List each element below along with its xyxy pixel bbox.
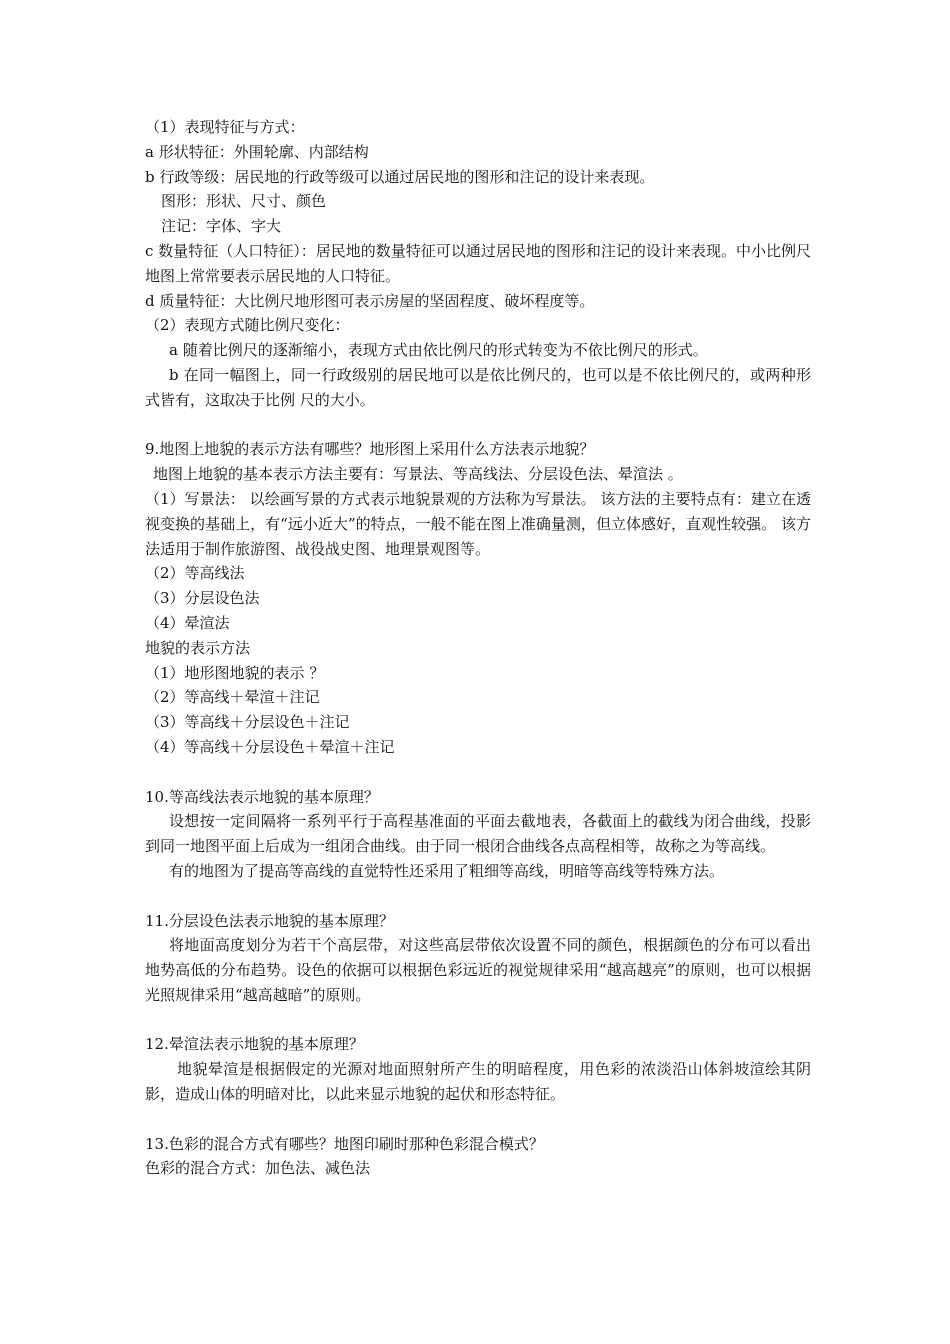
paragraph: 地图上地貌的基本表示方法主要有：写景法、等高线法、分层设色法、晕渲法 。 (153, 465, 683, 484)
section-heading: （2）表现方式随比例尺变化： (145, 316, 350, 335)
question-title: 12.晕渲法表示地貌的基本原理？ (145, 1035, 364, 1054)
list-item: （3）等高线＋分层设色＋注记 (145, 713, 350, 732)
document-body (145, 115, 811, 1181)
list-item: （4）晕渲法 (145, 613, 230, 632)
spacer (145, 413, 811, 438)
subheading: 地貌的表示方法 (145, 638, 251, 657)
list-item: （1）地形图地貌的表示 ？ (145, 663, 325, 682)
paragraph: （1）写景法： 以绘画写景的方式表示地貌景观的方法称为写景法。 该方法的主要特点有：建立在透视变换的基础上，有“远小近大”的特点，一般不能在图上准确量测，但立体感好，直观性较强。 该方法适用于制作旅游图、战役战史图、地理景观图等。 (145, 489, 811, 558)
paragraph: 色彩的混合方式：加色法、减色法 (145, 1159, 371, 1178)
list-item: （2）等高线＋晕渲＋注记 (145, 688, 320, 707)
list-item: d 质量特征：大比例尺地形图可表示房屋的坚固程度、破坏程度等。 (145, 291, 595, 310)
list-item: （2）等高线法 (145, 564, 245, 583)
question-title: 9.地图上地貌的表示方法有哪些？地形图上采用什么方法表示地貌？ (145, 440, 595, 459)
spacer (145, 1008, 811, 1033)
question-title: 11.分层设色法表示地貌的基本原理？ (145, 911, 394, 930)
spacer (145, 1107, 811, 1132)
list-item: a 随着比例尺的逐渐缩小，表现方式由依比例尺的形式转变为不依比例尺的形式。 (169, 341, 708, 360)
section-heading: （1）表现特征与方式： (145, 118, 305, 136)
list-item: （3）分层设色法 (145, 589, 260, 608)
list-item: b 行政等级：居民地的行政等级可以通过居民地的图形和注记的设计来表现。 (145, 167, 655, 186)
list-item: a 形状特征：外围轮廓、内部结构 (145, 142, 369, 161)
paragraph: 有的地图为了提高等高线的直觉特性还采用了粗细等高线，明暗等高线等特殊方法。 (169, 861, 725, 880)
paragraph: 将地面高度划分为若干个高层带，对这些高层带依次设置不同的颜色，根据颜色的分布可以看出地势高低的分布趋势。设色的依据可以根据色彩远近的视觉规律采用“越高越亮”的原则，也可以根据光照规律采用“越高越暗”的原则。 (145, 936, 811, 1004)
paragraph: 地貌晕渲是根据假定的光源对地面照射所产生的明暗程度，用色彩的浓淡沿山体斜坡渲绘其阴影，造成山体的明暗对比，以此来显示地貌的起伏和形态特征。 (145, 1060, 811, 1104)
question-title: 10.等高线法表示地貌的基本原理？ (145, 787, 379, 806)
paragraph: c 数量特征（人口特征）：居民地的数量特征可以通过居民地的图形和注记的设计来表现。中小比例尺地图上常常要表示居民地的人口特征。 (145, 241, 811, 285)
spacer (145, 884, 811, 909)
paragraph: 设想按一定间隔将一系列平行于高程基准面的平面去截地表，各截面上的截线为闭合曲线，投影到同一地图平面上后成为一组闭合曲线。由于同一根闭合曲线各点高程相等，故称之为等高线。 (145, 812, 811, 856)
list-item: （4）等高线＋分层设色＋晕渲＋注记 (145, 737, 395, 756)
list-item: 图形：形状、尺寸、颜色 (161, 192, 327, 211)
question-title: 13.色彩的混合方式有哪些？地图印刷时那种色彩混合模式？ (145, 1134, 544, 1153)
paragraph: b 在同一幅图上，同一行政级别的居民地可以是依比例尺的，也可以是不依比例尺的，或两种形式皆有，这取决于比例 尺的大小。 (145, 365, 811, 409)
spacer (145, 760, 811, 785)
list-item: 注记：字体、字大 (161, 217, 282, 236)
